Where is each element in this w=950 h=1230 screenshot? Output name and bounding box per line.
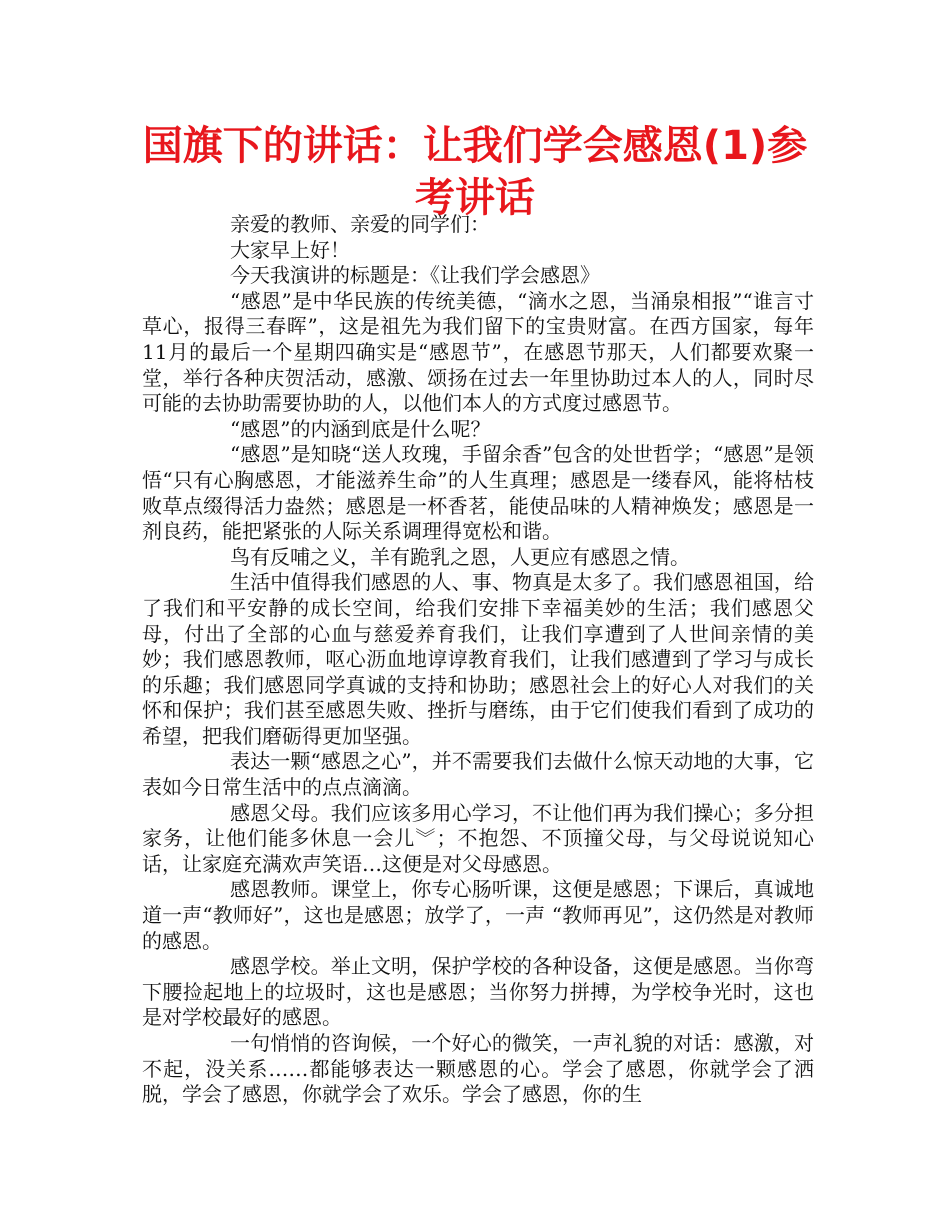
paragraph: 生活中值得我们感恩的人、事、物真是太多了。我们感恩祖国，给了我们和平安静的成长空间，给我们安排下幸福美妙的生活；我们感恩父母，付出了全部的心血与慈爱养育我们，让我们享遭到了人世间亲情的美妙；我们感恩教师，呕心沥血地谆谆教育我们，让我们感遭到了学习与成长的乐趣；我们感恩同学真诚的支持和协助；感恩社会上的好心人对我们的关怀和保护；我们甚至感恩失败、挫折与磨练，由于它们使我们看到了成功的希望，把我们磨砺得更加坚强。 — [142, 570, 814, 748]
paragraph-speech-title: 今天我演讲的标题是：《让我们学会感恩》 — [230, 263, 600, 288]
paragraph: 感恩教师。课堂上，你专心肠听课，这便是感恩；下课后，真诚地道一声“教师好”，这也是感恩；放学了，一声 “教师再见”，这仍然是对教师的感恩。 — [142, 877, 814, 953]
paragraph: 感恩学校。举止文明，保护学校的各种设备，这便是感恩。当你弯下腰捡起地上的垃圾时，这也是感恩；当你努力拼搏，为学校争光时，这也是对学校最好的感恩。 — [142, 954, 814, 1030]
paragraph: “感恩”是知晓“送人玫瑰，手留余香”包含的处世哲学；“感恩”是领悟“只有心胸感恩，才能滋养生命”的人生真理；感恩是一缕春风，能将枯枝败草点缀得活力盎然；感恩是一杯香茗，能使品味的人精神焕发；感恩是一剂良药，能把紧张的人际关系调理得宽松和谐。 — [142, 442, 814, 544]
paragraph-greeting: 亲爱的教师、亲爱的同学们： — [230, 212, 490, 236]
paragraph: 感恩父母。我们应该多用心学习，不让他们再为我们操心；多分担家务，让他们能多休息一会儿︾；不抱怨、不顶撞父母，与父母说说知心话，让家庭充满欢声笑语…这便是对父母感恩。 — [142, 800, 814, 876]
paragraph: 鸟有反哺之义，羊有跪乳之恩，人更应有感恩之情。 — [230, 544, 690, 569]
paragraph: “感恩”的内涵到底是什么呢？ — [230, 416, 491, 441]
document-title: 国旗下的讲话：让我们学会感恩(1)参考讲话 — [142, 123, 808, 221]
paragraph: 一句悄悄的咨询候，一个好心的微笑，一声礼貌的对话：感激，对不起，没关系……都能够表达一颗感恩的心。学会了感恩，你就学会了洒脱，学会了感恩，你就学会了欢乐。学会了感恩，你的生 — [142, 1031, 814, 1107]
paragraph: “感恩”是中华民族的传统美德，“滴水之恩，当涌泉相报”“谁言寸草心，报得三春晖”，这是祖先为我们留下的宝贵财富。在西方国家，每年11月的最后一个星期四确实是“感恩节”，在感恩节那天，人们都要欢聚一堂，举行各种庆贺活动，感激、颂扬在过去一年里协助过本人的人，同时尽可能的去协助需要协助的人，以他们本人的方式度过感恩节。 — [142, 288, 814, 416]
paragraph-good-morning: 大家早上好！ — [230, 237, 350, 262]
paragraph: 表达一颗“感恩之心”，并不需要我们去做什么惊天动地的大事，它表如今日常生活中的点点滴滴。 — [142, 749, 814, 800]
document-body — [142, 212, 814, 1108]
